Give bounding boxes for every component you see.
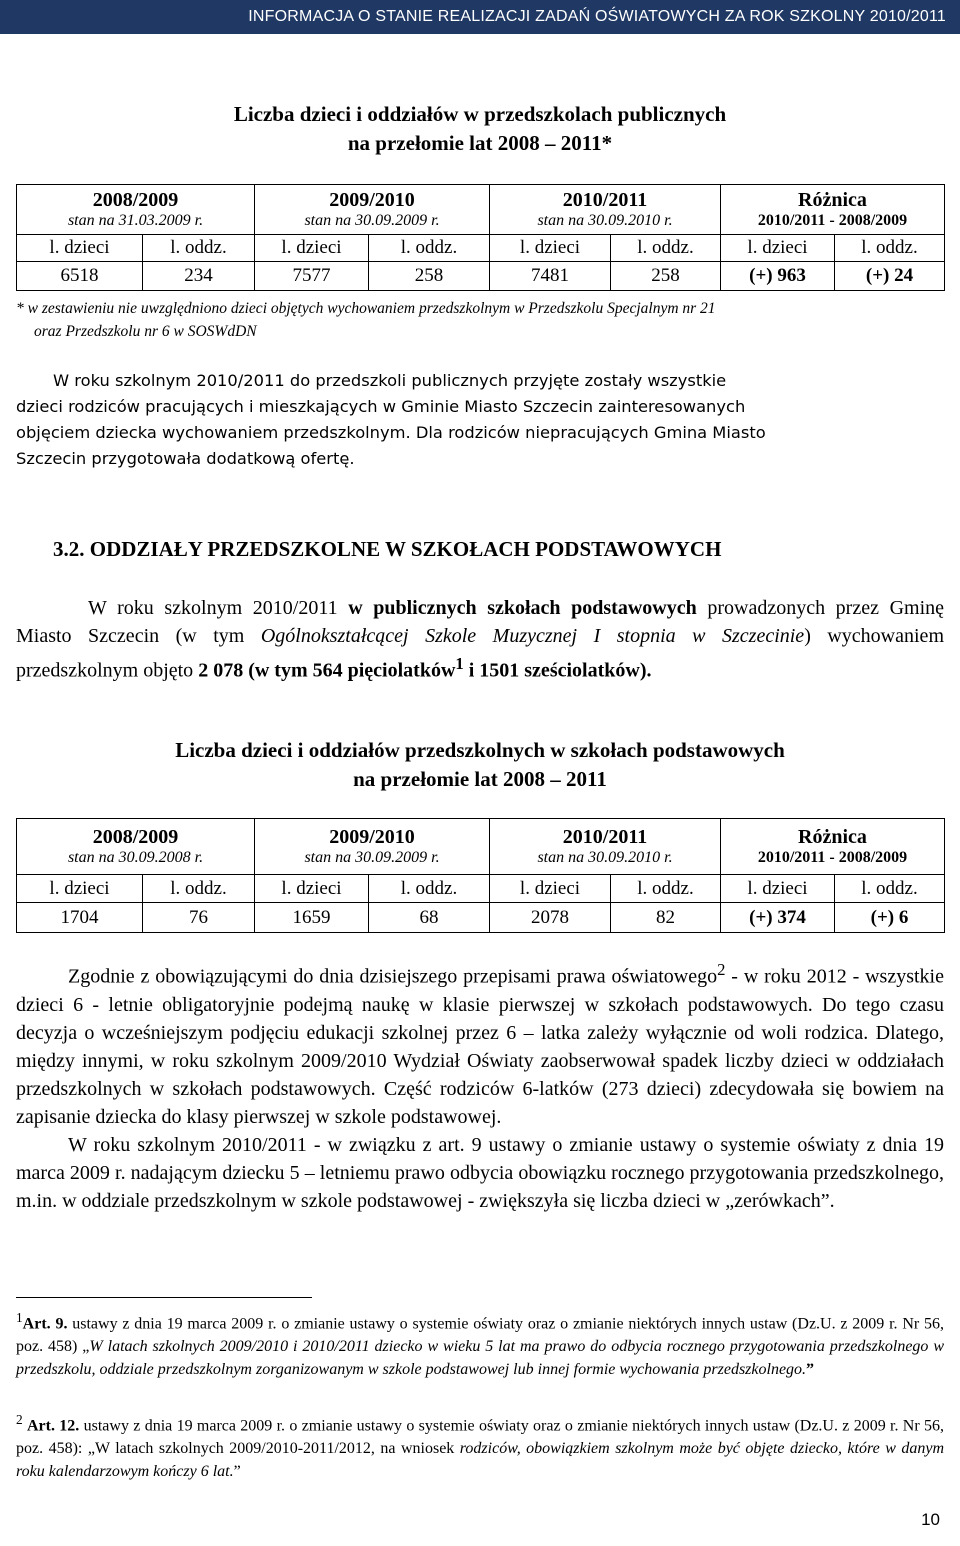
table1-title-line2: na przełomie lat 2008 – 2011* [347,131,613,155]
table1-footnote-line1: * w zestawieniu nie uwzględniono dzieci objętych wychowaniem przedszkolnym w Przedszkolu Specjalnym nr 21 [16,300,716,317]
table2-year-cell: 2010/2011 stan na 30.09.2010 r. [490,819,721,875]
table1-year-row [17,185,945,235]
table2 [16,818,945,933]
paragraph1-line4: Szczecin przygotowała dodatkową ofertę. [16,449,355,468]
col-children-label: l. dzieci [17,875,143,903]
col-children-label: l. dzieci [490,235,611,262]
footnote-ref-2[interactable]: 2 [717,960,726,979]
value-cell: 258 [611,262,721,291]
document-header [0,0,960,34]
table1-value-row [17,262,945,291]
value-cell: 258 [369,262,490,291]
page-number: 10 [921,1510,940,1529]
diff-value-cell: (+) 963 [721,262,835,291]
diff-value-cell: (+) 6 [835,903,945,933]
col-units-label: l. oddz. [835,875,945,903]
value-cell: 82 [611,903,721,933]
table2-title-line1: Liczba dzieci i oddziałów przedszkolnych w szkołach podstawowych [175,738,785,762]
col-units-label: l. oddz. [369,235,490,262]
diff-value-cell: (+) 24 [835,262,945,291]
value-cell: 234 [143,262,255,291]
paragraph2: W roku szkolnym 2010/2011 w publicznych szkołach podstawowych prowadzonych przez Gminę Miasto Szczecin (w tym Ogólnokształcącej Szkole Muzycznej I stopnia w Szczecinie) wychowaniem przedszkolnym objęto 2 078 (w tym 564 pięciolatków$^1$ i 1501 sześciolatków). [16,597,945,682]
table1-diff-cell: Różnica 2010/2011 - 2008/2009 [721,185,945,235]
paragraph1-line1: W roku szkolnym 2010/2011 do przedszkoli publicznych przyjęte zostały wszystkie [53,371,727,390]
col-children-label: l. dzieci [721,235,835,262]
value-cell: 7577 [255,262,369,291]
value-cell: 1704 [17,903,143,933]
col-units-label: l. oddz. [611,875,721,903]
table1-year-cell: 2009/2010 stan na 30.09.2009 r. [255,185,490,235]
value-cell: 1659 [255,903,369,933]
value-cell: 76 [143,903,255,933]
col-children-label: l. dzieci [17,235,143,262]
col-children-label: l. dzieci [255,875,369,903]
value-cell: 2078 [490,903,611,933]
footnote-separator [16,1297,312,1298]
col-children-label: l. dzieci [721,875,835,903]
table2-year-row [17,819,945,875]
table2-year-cell: 2009/2010 stan na 30.09.2009 r. [255,819,490,875]
table1-colheader-row [17,235,945,262]
value-cell: 6518 [17,262,143,291]
table1-year-cell: 2008/2009 stan na 31.03.2009 r. [17,185,255,235]
col-units-label: l. oddz. [143,235,255,262]
col-units-label: l. oddz. [143,875,255,903]
footnote-1: $^1$Art. 9. ustawy z dnia 19 marca 2009 r. o zmianie ustawy o systemie oświaty oraz o zmianie niektórych innych ustaw (Dz.U. z 2009 r. Nr 56, poz. 458) „W latach szkolnych 2009/2010 i 2010/2011 dziecko w wieku 5 lat ma prawo do odbycia rocznego przygotowania przedszkolnego w przedszkolu, oddziale przedszkolnym zorganizowanym w szkole podstawowej lub innej formie wychowania przedszkolnego.” [16,1310,945,1379]
col-units-label: l. oddz. [835,235,945,262]
table1-footnote-line2: oraz Przedszkolu nr 6 w SOSWdDN [34,323,257,340]
table2-diff-cell: Różnica 2010/2011 - 2008/2009 [721,819,945,875]
col-units-label: l. oddz. [369,875,490,903]
col-children-label: l. dzieci [255,235,369,262]
paragraph1-line2: dzieci rodziców pracujących i mieszkających w Gminie Miasto Szczecin zainteresowanych [16,397,746,416]
value-cell: 7481 [490,262,611,291]
table1-title-line1: Liczba dzieci i oddziałów w przedszkolach publicznych [233,102,727,126]
paragraph3: Zgodnie z obowiązującymi do dnia dzisiejszego przepisami prawa oświatowego$^2$ - w roku 2012 - wszystkie dzieci 6 - letnie obligatoryjnie podejmą naukę w klasie pierwszej w szkołach podstawowych. Do tego czasu decyzja o wcześniejszym podjęciu edukacji szkolnej przez 6 – latka zależy wyłącznie od woli rodzica. Dlatego, między innymi, w roku szkolnym 2009/2010 Wydział Oświaty zaobserwował spadek liczby dzieci w oddziałach przedszkolnych w szkołach podstawowych. Część rodziców 6-latków (273 dzieci) zdecydowała się bowiem na zapisanie dziecka do klasy pierwszej w szkole podstawowej. W roku szkolnym 2010/2011 - w związku z art. 9 ustawy o zmianie ustawy o systemie oświaty z dnia 19 marca 2009 r. nadającym dziecku 5 – letniemu prawo odbycia obowiązku rocznego przygotowania przedszkolnego, m.in. w oddziale przedszkolnym w szkole podstawowej - zwiększyła się liczba dzieci w „zerówkach”. [16,956,944,1215]
footnote-2: $^2$ Art. 12. ustawy z dnia 19 marca 2009 r. o zmianie ustawy o systemie oświaty oraz o zmianie niektórych innych ustaw (Dz.U. z 2009 r. Nr 56, poz. 458): „W latach szkolnych 2009/2010-2011/2012, na wniosek rodziców, obowiązkiem szkolnym może być objęte dziecko, które w danym roku kalendarzowym kończy 6 lat.” [16,1412,945,1481]
header-title: INFORMACJA O STANIE REALIZACJI ZADAŃ OŚWIATOWYCH ZA ROK SZKOLNY 2010/2011 [248,8,946,25]
diff-value-cell: (+) 374 [721,903,835,933]
table2-colheader-row [17,875,945,903]
paragraph3-second: W roku szkolnym 2010/2011 - w związku z art. 9 ustawy o zmianie ustawy o systemie oświaty z dnia 19 marca 2009 r. nadającym dziecku 5 – letniemu prawo odbycia obowiązku rocznego przygotowania przedszkolnego, m.in. w oddziale przedszkolnym w szkole podstawowej - zwiększyła się liczba dzieci w „zerówkach”. [16,1133,944,1212]
table2-title-line2: na przełomie lat 2008 – 2011 [353,767,607,791]
table2-year-cell: 2008/2009 stan na 30.09.2008 r. [17,819,255,875]
col-children-label: l. dzieci [490,875,611,903]
col-units-label: l. oddz. [611,235,721,262]
table1 [16,184,945,291]
footnote-ref-1[interactable]: 1 [455,654,464,673]
section-heading: 3.2. ODDZIAŁY PRZEDSZKOLNE W SZKOŁACH PODSTAWOWYCH [53,537,722,561]
value-cell: 68 [369,903,490,933]
table1-year-cell: 2010/2011 stan na 30.09.2010 r. [490,185,721,235]
paragraph1-line3: objęciem dziecka wychowaniem przedszkolnym. Dla rodziców niepracujących Gmina Miasto [16,423,766,442]
table2-value-row [17,903,945,933]
